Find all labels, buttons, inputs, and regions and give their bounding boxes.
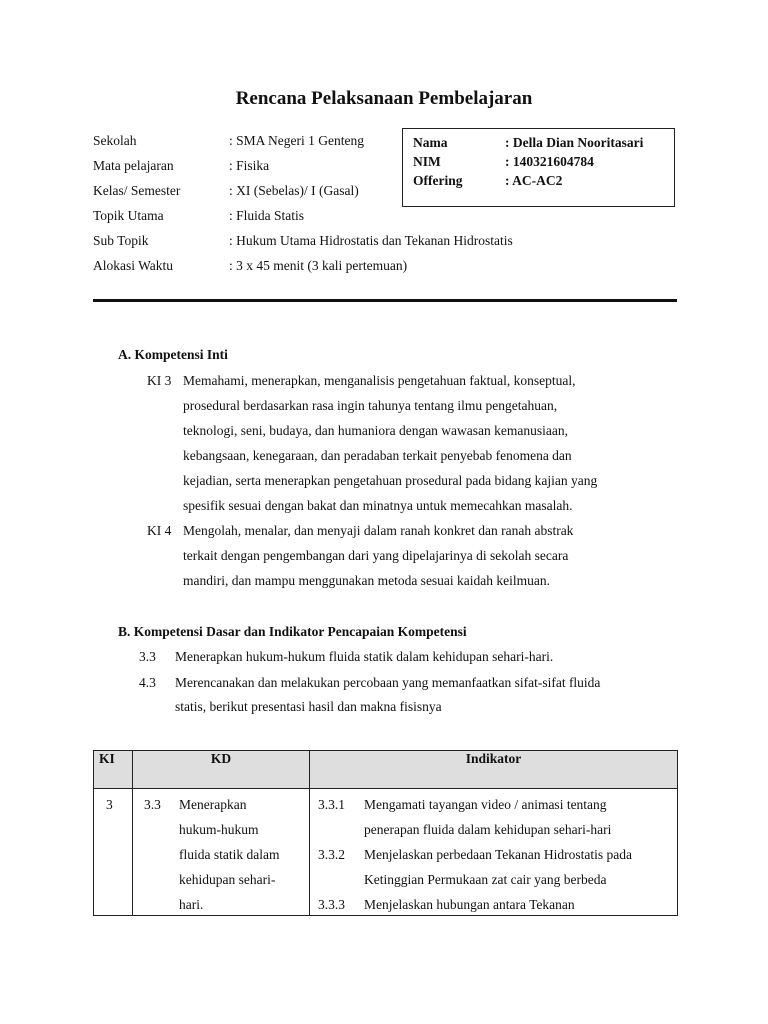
kd-cell-line: Menerapkan — [179, 797, 247, 812]
kd-number: 3.3 — [139, 649, 156, 664]
indicator-number: 3.3.2 — [318, 847, 345, 862]
info-label-school: Sekolah — [93, 133, 137, 148]
ki3-line: spesifik sesuai dengan bakat dan minatnya untuk memecahkan masalah. — [183, 498, 573, 513]
info-label-subject: Mata pelajaran — [93, 158, 174, 173]
document-title: Rencana Pelaksanaan Pembelajaran — [235, 88, 533, 109]
identity-value-name: : Della Dian Nooritasari — [505, 135, 644, 150]
indicator-number: 3.3.3 — [318, 897, 345, 912]
competency-table — [93, 750, 678, 916]
indicator-line: Ketinggian Permukaan zat cair yang berbeda — [364, 872, 607, 887]
ki4-line: Mengolah, menalar, dan menyaji dalam ranah konkret dan ranah abstrak — [183, 523, 574, 538]
identity-label-name: Nama — [413, 135, 448, 150]
indicator-line: Mengamati tayangan video / animasi tentang — [364, 797, 607, 812]
kd-text: Merencanakan dan melakukan percobaan yang memanfaatkan sifat-sifat fluida — [175, 675, 601, 690]
cell-ki — [94, 789, 133, 916]
ki4-line: mandiri, dan mampu menggunakan metoda sesuai kaidah keilmuan. — [183, 573, 551, 588]
indicator-number: 3.3.1 — [318, 797, 345, 812]
ki4-code: KI 4 — [147, 523, 172, 538]
kd-text: Menerapkan hukum-hukum fluida statik dalam kehidupan sehari-hari. — [175, 649, 554, 664]
kd-cell-line: hari. — [179, 897, 204, 912]
info-label-class: Kelas/ Semester — [93, 183, 181, 198]
ki3-line: kebangsaan, kenegaraan, dan peradaban terkait penyebab fenomena dan — [183, 448, 572, 463]
indicator-line: Menjelaskan perbedaan Tekanan Hidrostatis pada — [364, 847, 632, 862]
header-kd: KD — [133, 751, 310, 789]
ki3-line: prosedural berdasarkan rasa ingin tahunya tentang ilmu pengetahuan, — [183, 398, 558, 413]
info-label-subtopic: Sub Topik — [93, 233, 149, 248]
ki-value: 3 — [106, 797, 113, 812]
student-identity-box — [402, 128, 675, 207]
header-indikator: Indikator — [310, 751, 678, 789]
info-label-topic: Topik Utama — [93, 208, 164, 223]
info-value-time: : 3 x 45 menit (3 kali pertemuan) — [229, 258, 408, 273]
section-a-heading: A. Kompetensi Inti — [118, 347, 228, 362]
info-value-topic: : Fluida Statis — [229, 208, 305, 223]
kd-number: 4.3 — [139, 675, 156, 690]
info-value-class: : XI (Sebelas)/ I (Gasal) — [229, 183, 359, 198]
identity-value-nim: : 140321604784 — [505, 154, 594, 169]
info-value-subject: : Fisika — [229, 158, 270, 173]
section-b-heading: B. Kompetensi Dasar dan Indikator Pencapaian Kompetensi — [118, 624, 467, 639]
header-ki: KI — [94, 751, 133, 789]
identity-label-offering: Offering — [413, 173, 463, 188]
ki3-line: teknologi, seni, budaya, dan humaniora dengan wawasan kemanusiaan, — [183, 423, 569, 438]
table-header-row — [94, 751, 678, 789]
header-divider — [93, 299, 677, 302]
table-row — [94, 789, 678, 916]
ki4-line: terkait dengan pengembangan dari yang dipelajarinya di sekolah secara — [183, 548, 569, 563]
info-value-school: : SMA Negeri 1 Genteng — [229, 133, 364, 148]
kd-cell-number: 3.3 — [144, 797, 161, 812]
kd-text: statis, berikut presentasi hasil dan makna fisisnya — [175, 699, 442, 714]
cell-indikator — [310, 789, 678, 916]
identity-label-nim: NIM — [413, 154, 441, 169]
identity-value-offering: : AC-AC2 — [505, 173, 563, 188]
indicator-line: penerapan fluida dalam kehidupan sehari-hari — [364, 822, 612, 837]
ki3-code: KI 3 — [147, 373, 172, 388]
ki3-line: kejadian, serta menerapkan pengetahuan prosedural pada bidang kajian yang — [183, 473, 598, 488]
kd-cell-line: kehidupan sehari- — [179, 872, 276, 887]
ki3-line: Memahami, menerapkan, menganalisis pengetahuan faktual, konseptual, — [183, 373, 576, 388]
indicator-line: Menjelaskan hubungan antara Tekanan — [364, 897, 575, 912]
cell-kd — [133, 789, 310, 916]
info-label-time: Alokasi Waktu — [93, 258, 174, 273]
kd-cell-line: hukum-hukum — [179, 822, 259, 837]
kd-cell-line: fluida statik dalam — [179, 847, 280, 862]
info-value-subtopic: : Hukum Utama Hidrostatis dan Tekanan Hidrostatis — [229, 233, 513, 248]
